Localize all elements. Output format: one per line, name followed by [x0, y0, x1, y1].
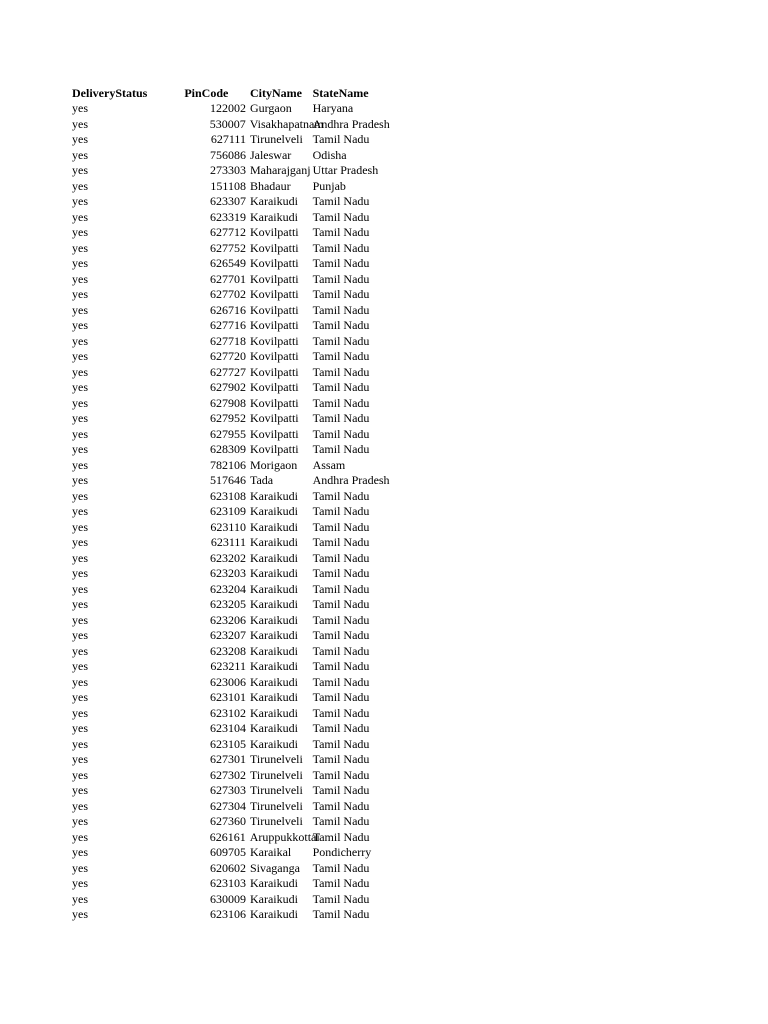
header-pin-code: PinCode: [184, 86, 229, 100]
table-row: [72, 442, 412, 458]
cell-state-name: Andhra Pradesh: [312, 473, 390, 487]
cell-state-name: Tamil Nadu: [312, 209, 370, 224]
cell-delivery-status: yes: [72, 147, 88, 162]
cell-pin-code: 627301: [209, 752, 246, 766]
cell-city-name: Karaikudi: [249, 907, 298, 921]
table-row: [72, 132, 412, 148]
cell-pin-code: 623111: [210, 535, 246, 549]
cell-pin-code: 627908: [209, 395, 246, 410]
cell-delivery-status: yes: [72, 457, 88, 472]
cell-delivery-status: yes: [72, 225, 88, 239]
cell-delivery-status: yes: [72, 163, 88, 177]
cell-state-name: Tamil Nadu: [312, 736, 370, 751]
cell-state-name: Tamil Nadu: [312, 535, 370, 549]
table-row: [72, 117, 412, 133]
cell-city-name: Karaikudi: [249, 581, 298, 596]
cell-delivery-status: yes: [72, 659, 88, 673]
cell-city-name: Karaikudi: [249, 550, 298, 565]
cell-state-name: Tamil Nadu: [312, 395, 370, 410]
cell-city-name: Karaikudi: [249, 535, 298, 549]
cell-city-name: Kovilpatti: [249, 411, 299, 425]
cell-state-name: Tamil Nadu: [312, 364, 370, 379]
cell-state-name: Tamil Nadu: [312, 907, 370, 921]
cell-city-name: Gurgaon: [249, 101, 292, 115]
cell-delivery-status: yes: [72, 736, 88, 751]
cell-pin-code: 530007: [209, 116, 246, 131]
cell-city-name: Kovilpatti: [249, 380, 299, 394]
cell-delivery-status: yes: [72, 178, 88, 193]
header-city-name: CityName: [249, 86, 302, 100]
cell-city-name: Karaikudi: [249, 690, 298, 704]
cell-city-name: Karaikudi: [249, 566, 298, 580]
cell-pin-code: 623105: [209, 736, 246, 751]
table-row: [72, 396, 412, 412]
cell-state-name: Tamil Nadu: [312, 752, 370, 766]
cell-pin-code: 630009: [209, 891, 246, 906]
cell-city-name: Karaikudi: [249, 612, 298, 627]
cell-delivery-status: yes: [72, 349, 88, 363]
cell-delivery-status: yes: [72, 256, 88, 270]
table-row: [72, 318, 412, 334]
cell-pin-code: 626161: [209, 829, 246, 844]
cell-city-name: Karaikudi: [249, 736, 298, 751]
table-row: [72, 163, 412, 179]
cell-state-name: Tamil Nadu: [312, 628, 370, 642]
cell-state-name: Tamil Nadu: [312, 550, 370, 565]
cell-city-name: Kovilpatti: [249, 271, 299, 286]
table-row: [72, 783, 412, 799]
cell-delivery-status: yes: [72, 767, 88, 782]
table-row: [72, 845, 412, 861]
table-row: [72, 582, 412, 598]
cell-state-name: Tamil Nadu: [312, 504, 370, 518]
cell-pin-code: 620602: [209, 860, 246, 875]
cell-pin-code: 623109: [209, 504, 246, 518]
cell-pin-code: 623102: [209, 705, 246, 720]
cell-city-name: Karaikudi: [249, 659, 298, 673]
cell-pin-code: 623319: [209, 209, 246, 224]
table-row: [72, 458, 412, 474]
table-row: [72, 566, 412, 582]
cell-pin-code: 623211: [210, 659, 246, 673]
cell-delivery-status: yes: [72, 674, 88, 689]
cell-state-name: Tamil Nadu: [312, 411, 370, 425]
cell-pin-code: 756086: [209, 147, 246, 162]
cell-state-name: Assam: [312, 457, 346, 472]
cell-state-name: Tamil Nadu: [312, 442, 370, 456]
table-row: [72, 411, 412, 427]
table-row: [72, 737, 412, 753]
cell-city-name: Karaikudi: [249, 876, 298, 890]
table-row: [72, 349, 412, 365]
cell-city-name: Kovilpatti: [249, 349, 299, 363]
table-row: [72, 101, 412, 117]
cell-state-name: Tamil Nadu: [312, 333, 370, 348]
table-row: [72, 861, 412, 877]
cell-pin-code: 627718: [209, 333, 246, 348]
cell-delivery-status: yes: [72, 581, 88, 596]
cell-city-name: Karaikudi: [249, 674, 298, 689]
cell-pin-code: 627720: [209, 349, 246, 363]
cell-state-name: Tamil Nadu: [312, 597, 370, 611]
cell-delivery-status: yes: [72, 535, 88, 549]
cell-state-name: Odisha: [312, 147, 347, 162]
cell-delivery-status: yes: [72, 643, 88, 658]
table-row: [72, 814, 412, 830]
cell-delivery-status: yes: [72, 333, 88, 348]
cell-pin-code: 122002: [209, 101, 246, 115]
table-row: [72, 489, 412, 505]
cell-delivery-status: yes: [72, 473, 88, 487]
cell-state-name: Tamil Nadu: [312, 240, 370, 255]
cell-city-name: Karaikudi: [249, 209, 298, 224]
cell-state-name: Tamil Nadu: [312, 194, 370, 208]
table-row: [72, 473, 412, 489]
cell-pin-code: 623104: [209, 721, 246, 735]
table-row: [72, 303, 412, 319]
cell-pin-code: 627303: [209, 783, 246, 797]
cell-state-name: Tamil Nadu: [312, 643, 370, 658]
cell-city-name: Kovilpatti: [249, 240, 299, 255]
cell-pin-code: 782106: [209, 457, 246, 472]
cell-city-name: Kovilpatti: [249, 256, 299, 270]
table-row: [72, 365, 412, 381]
cell-state-name: Tamil Nadu: [312, 829, 370, 844]
cell-state-name: Tamil Nadu: [312, 225, 370, 239]
cell-city-name: Aruppukkottai: [249, 829, 320, 844]
cell-city-name: Maharajganj: [249, 163, 311, 177]
cell-state-name: Tamil Nadu: [312, 256, 370, 270]
cell-pin-code: 273303: [209, 163, 246, 177]
cell-delivery-status: yes: [72, 752, 88, 766]
cell-delivery-status: yes: [72, 829, 88, 844]
cell-state-name: Punjab: [312, 178, 346, 193]
cell-pin-code: 627955: [209, 426, 246, 441]
cell-state-name: Tamil Nadu: [312, 488, 370, 503]
cell-pin-code: 626549: [209, 256, 246, 270]
cell-delivery-status: yes: [72, 209, 88, 224]
cell-state-name: Tamil Nadu: [312, 519, 370, 534]
cell-city-name: Jaleswar: [249, 147, 292, 162]
table-row: [72, 721, 412, 737]
table-row: [72, 535, 412, 551]
cell-city-name: Kovilpatti: [249, 395, 299, 410]
cell-city-name: Tada: [249, 473, 274, 487]
cell-delivery-status: yes: [72, 860, 88, 875]
cell-city-name: Karaikudi: [249, 488, 298, 503]
cell-pin-code: 623006: [209, 674, 246, 689]
cell-city-name: Morigaon: [249, 457, 298, 472]
table-row: [72, 256, 412, 272]
cell-state-name: Tamil Nadu: [312, 302, 370, 317]
cell-delivery-status: yes: [72, 380, 88, 394]
table-row: [72, 148, 412, 164]
cell-delivery-status: yes: [72, 488, 88, 503]
cell-state-name: Tamil Nadu: [312, 891, 370, 906]
table-row: [72, 628, 412, 644]
cell-state-name: Tamil Nadu: [312, 318, 370, 332]
cell-pin-code: 627902: [209, 380, 246, 394]
cell-pin-code: 623108: [209, 488, 246, 503]
table-row: [72, 551, 412, 567]
cell-state-name: Tamil Nadu: [312, 721, 370, 735]
cell-pin-code: 627952: [209, 411, 246, 425]
cell-state-name: Tamil Nadu: [312, 783, 370, 797]
cell-state-name: Tamil Nadu: [312, 705, 370, 720]
cell-city-name: Kovilpatti: [249, 333, 299, 348]
table-row: [72, 675, 412, 691]
cell-delivery-status: yes: [72, 907, 88, 921]
table-row: [72, 706, 412, 722]
header-state-name: StateName: [312, 86, 369, 100]
table-row: [72, 752, 412, 768]
cell-city-name: Tirunelveli: [249, 767, 303, 782]
cell-pin-code: 623101: [209, 690, 246, 704]
cell-delivery-status: yes: [72, 628, 88, 642]
table-row: [72, 504, 412, 520]
table-row: [72, 225, 412, 241]
cell-pin-code: 627727: [209, 364, 246, 379]
table-row: [72, 613, 412, 629]
cell-pin-code: 623208: [209, 643, 246, 658]
cell-city-name: Bhadaur: [249, 178, 291, 193]
cell-delivery-status: yes: [72, 302, 88, 317]
cell-pin-code: 623207: [209, 628, 246, 642]
cell-pin-code: 623106: [209, 907, 246, 921]
cell-state-name: Tamil Nadu: [312, 876, 370, 890]
table-row: [72, 830, 412, 846]
cell-delivery-status: yes: [72, 411, 88, 425]
cell-state-name: Pondicherry: [312, 845, 372, 859]
table-row: [72, 210, 412, 226]
cell-city-name: Kovilpatti: [249, 225, 299, 239]
cell-pin-code: 627304: [209, 798, 246, 813]
cell-state-name: Tamil Nadu: [312, 426, 370, 441]
cell-city-name: Sivaganga: [249, 860, 300, 875]
cell-city-name: Kovilpatti: [249, 302, 299, 317]
cell-pin-code: 517646: [209, 473, 246, 487]
cell-delivery-status: yes: [72, 194, 88, 208]
cell-state-name: Tamil Nadu: [312, 814, 370, 828]
cell-delivery-status: yes: [72, 240, 88, 255]
cell-pin-code: 623203: [209, 566, 246, 580]
cell-delivery-status: yes: [72, 845, 88, 859]
cell-delivery-status: yes: [72, 690, 88, 704]
cell-state-name: Tamil Nadu: [312, 566, 370, 580]
table-row: [72, 597, 412, 613]
cell-state-name: Haryana: [312, 101, 354, 115]
cell-state-name: Tamil Nadu: [312, 674, 370, 689]
cell-state-name: Tamil Nadu: [312, 581, 370, 596]
cell-state-name: Tamil Nadu: [312, 612, 370, 627]
cell-pin-code: 627702: [209, 287, 246, 301]
table-row: [72, 907, 412, 923]
cell-city-name: Tirunelveli: [249, 752, 303, 766]
cell-delivery-status: yes: [72, 705, 88, 720]
cell-delivery-status: yes: [72, 364, 88, 379]
cell-state-name: Tamil Nadu: [312, 380, 370, 394]
table-row: [72, 380, 412, 396]
table-row: [72, 272, 412, 288]
table-row: [72, 334, 412, 350]
cell-delivery-status: yes: [72, 287, 88, 301]
cell-city-name: Karaikudi: [249, 891, 298, 906]
cell-state-name: Tamil Nadu: [312, 132, 370, 146]
cell-pin-code: 627712: [209, 225, 246, 239]
cell-state-name: Tamil Nadu: [312, 798, 370, 813]
cell-city-name: Kovilpatti: [249, 318, 299, 332]
cell-pin-code: 623204: [209, 581, 246, 596]
cell-pin-code: 623103: [209, 876, 246, 890]
cell-state-name: Tamil Nadu: [312, 349, 370, 363]
cell-delivery-status: yes: [72, 612, 88, 627]
cell-delivery-status: yes: [72, 876, 88, 890]
cell-pin-code: 628309: [209, 442, 246, 456]
table-row: [72, 520, 412, 536]
table-row: [72, 241, 412, 257]
table-row: [72, 644, 412, 660]
table-row: [72, 287, 412, 303]
table-row: [72, 427, 412, 443]
delivery-table: [72, 85, 412, 923]
cell-delivery-status: yes: [72, 783, 88, 797]
cell-delivery-status: yes: [72, 116, 88, 131]
table-row: [72, 659, 412, 675]
cell-pin-code: 627701: [209, 271, 246, 286]
cell-delivery-status: yes: [72, 721, 88, 735]
cell-city-name: Tirunelveli: [249, 814, 303, 828]
table-row: [72, 799, 412, 815]
cell-city-name: Karaikudi: [249, 628, 298, 642]
cell-city-name: Kovilpatti: [249, 426, 299, 441]
table-row: [72, 876, 412, 892]
cell-state-name: Andhra Pradesh: [312, 116, 390, 131]
cell-pin-code: 627111: [210, 132, 246, 146]
cell-state-name: Tamil Nadu: [312, 287, 370, 301]
cell-city-name: Karaikudi: [249, 519, 298, 534]
cell-state-name: Uttar Pradesh: [312, 163, 379, 177]
cell-city-name: Karaikudi: [249, 705, 298, 720]
cell-delivery-status: yes: [72, 798, 88, 813]
table-row: [72, 179, 412, 195]
cell-city-name: Karaikudi: [249, 643, 298, 658]
cell-delivery-status: yes: [72, 597, 88, 611]
cell-delivery-status: yes: [72, 395, 88, 410]
cell-pin-code: 623205: [209, 597, 246, 611]
cell-pin-code: 627752: [209, 240, 246, 255]
cell-city-name: Kovilpatti: [249, 442, 299, 456]
cell-city-name: Kovilpatti: [249, 287, 299, 301]
cell-delivery-status: yes: [72, 318, 88, 332]
cell-pin-code: 609705: [209, 845, 246, 859]
cell-pin-code: 627360: [209, 814, 246, 828]
table-row: [72, 892, 412, 908]
table-body: [72, 101, 412, 923]
cell-pin-code: 627716: [209, 318, 246, 332]
cell-city-name: Karaikudi: [249, 597, 298, 611]
cell-pin-code: 623206: [209, 612, 246, 627]
cell-city-name: Kovilpatti: [249, 364, 299, 379]
cell-delivery-status: yes: [72, 550, 88, 565]
cell-delivery-status: yes: [72, 442, 88, 456]
cell-city-name: Karaikudi: [249, 194, 298, 208]
cell-delivery-status: yes: [72, 566, 88, 580]
table-row: [72, 690, 412, 706]
cell-pin-code: 623202: [209, 550, 246, 565]
cell-delivery-status: yes: [72, 519, 88, 534]
cell-state-name: Tamil Nadu: [312, 767, 370, 782]
cell-city-name: Karaikudi: [249, 721, 298, 735]
cell-delivery-status: yes: [72, 101, 88, 115]
cell-city-name: Tirunelveli: [249, 132, 303, 146]
cell-state-name: Tamil Nadu: [312, 690, 370, 704]
cell-delivery-status: yes: [72, 814, 88, 828]
cell-state-name: Tamil Nadu: [312, 860, 370, 875]
cell-delivery-status: yes: [72, 504, 88, 518]
cell-city-name: Karaikudi: [249, 504, 298, 518]
table-row: [72, 194, 412, 210]
cell-delivery-status: yes: [72, 426, 88, 441]
cell-pin-code: 626716: [209, 302, 246, 317]
cell-delivery-status: yes: [72, 891, 88, 906]
cell-state-name: Tamil Nadu: [312, 659, 370, 673]
cell-delivery-status: yes: [72, 132, 88, 146]
cell-pin-code: 627302: [209, 767, 246, 782]
cell-city-name: Visakhapatnam: [249, 116, 324, 131]
table-header: [72, 85, 412, 101]
cell-pin-code: 623307: [209, 194, 246, 208]
cell-city-name: Tirunelveli: [249, 783, 303, 797]
cell-state-name: Tamil Nadu: [312, 271, 370, 286]
cell-delivery-status: yes: [72, 271, 88, 286]
cell-pin-code: 151108: [210, 178, 246, 193]
cell-city-name: Tirunelveli: [249, 798, 303, 813]
cell-city-name: Karaikal: [249, 845, 292, 859]
cell-pin-code: 623110: [210, 519, 246, 534]
header-delivery-status: DeliveryStatus: [72, 86, 148, 100]
table-row: [72, 768, 412, 784]
